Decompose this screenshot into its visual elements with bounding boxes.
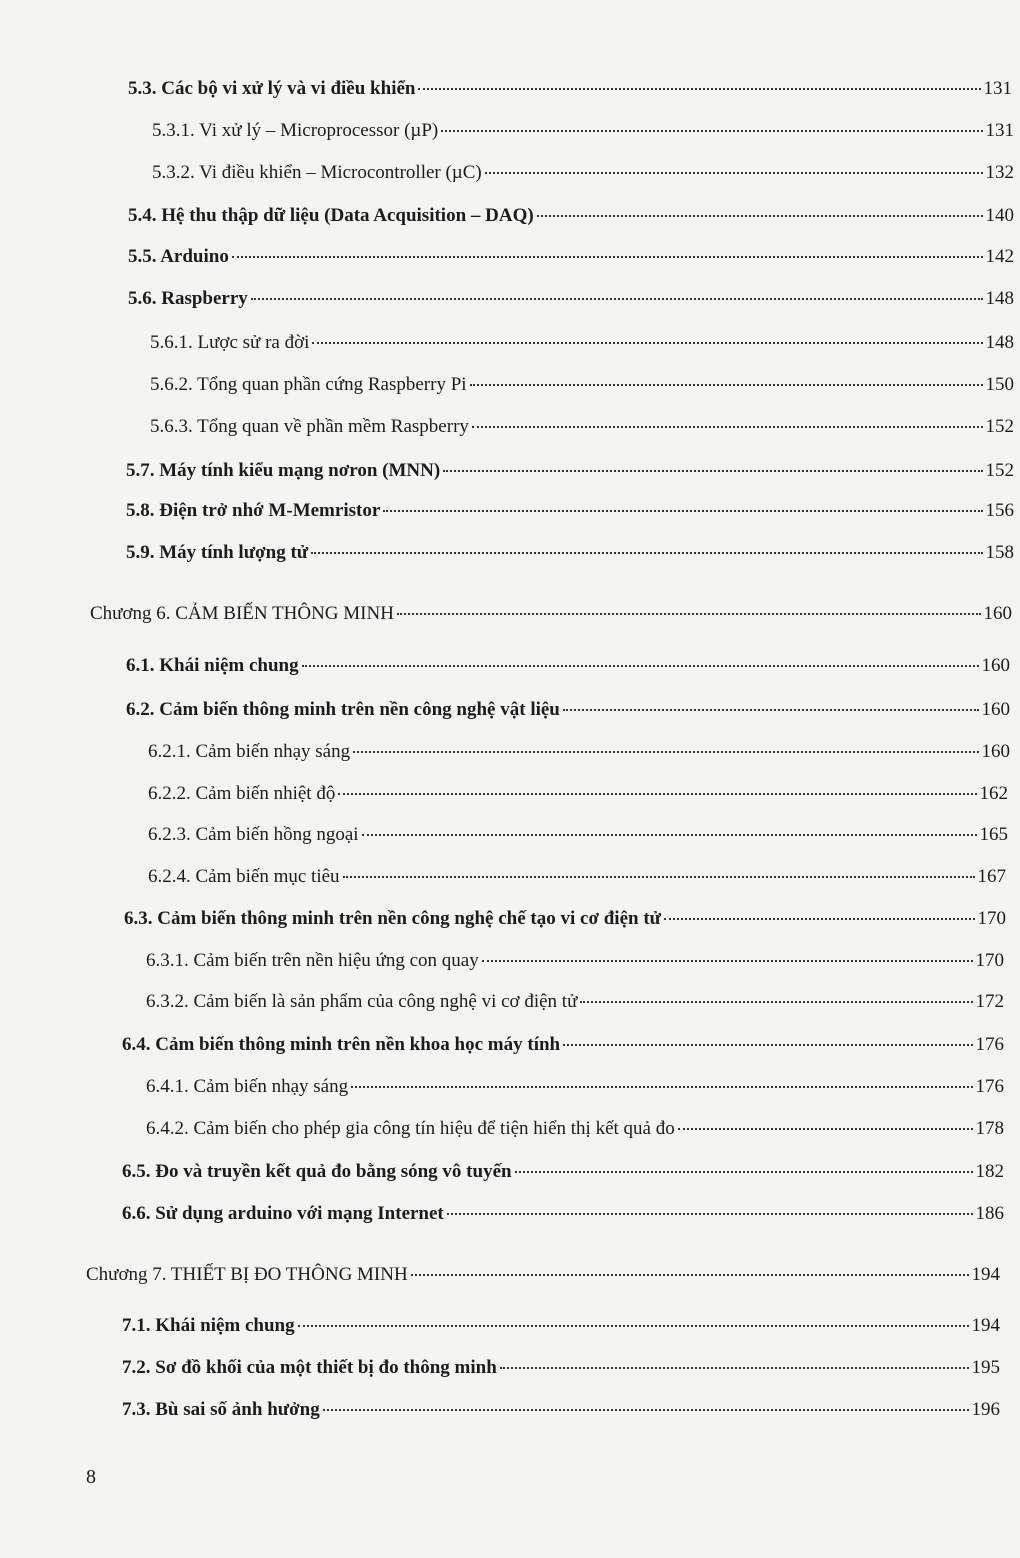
toc-entry-page: 160	[981, 699, 1010, 720]
toc-entry	[148, 741, 1010, 763]
dot-leader	[418, 88, 980, 90]
toc-entry-page: 160	[981, 741, 1010, 762]
toc-entry	[126, 655, 1010, 677]
toc-entry-title: 5.6.1. Lược sử ra đời	[150, 332, 310, 353]
toc-entry	[86, 1264, 1000, 1286]
dot-leader	[470, 384, 983, 386]
dot-leader	[447, 1213, 973, 1215]
toc-entry-page: 160	[983, 603, 1012, 624]
dot-leader	[500, 1367, 969, 1369]
dot-leader	[343, 876, 975, 878]
toc-entry-page: 194	[971, 1315, 1000, 1336]
toc-entry-title: Chương 7. THIẾT BỊ ĐO THÔNG MINH	[86, 1264, 408, 1285]
toc-entry	[126, 542, 1014, 564]
toc-entry	[146, 1076, 1004, 1098]
toc-entry-page: 160	[981, 655, 1010, 676]
toc-entry-title: 5.3.2. Vi điều khiển – Microcontroller (µC)	[152, 162, 482, 183]
toc-entry	[146, 1118, 1004, 1140]
toc-entry-title: 5.8. Điện trở nhớ M-Memristor	[126, 500, 381, 521]
toc-entry	[128, 205, 1014, 227]
dot-leader	[312, 342, 982, 344]
toc-entry-page: 142	[985, 246, 1014, 267]
toc-entry	[122, 1161, 1004, 1183]
toc-entry	[146, 950, 1004, 972]
toc-entry	[150, 374, 1014, 396]
toc-entry	[146, 991, 1004, 1013]
toc-entry-title: 6.3.2. Cảm biến là sản phẩm của công nghệ vi cơ điện tử	[146, 991, 578, 1012]
toc-entry	[152, 162, 1014, 184]
toc-entry-title: 6.5. Đo và truyền kết quả đo bằng sóng vô tuyến	[122, 1161, 512, 1182]
toc-entry-page: 196	[971, 1399, 1000, 1420]
toc-entry-page: 186	[975, 1203, 1004, 1224]
toc-entry-page: 131	[985, 120, 1014, 141]
toc-entry	[122, 1203, 1004, 1225]
toc-entry	[126, 699, 1010, 721]
toc-entry-title: 6.1. Khái niệm chung	[126, 655, 299, 676]
toc-entry-page: 152	[985, 460, 1014, 481]
toc-entry-page: 152	[985, 416, 1014, 437]
dot-leader	[563, 1044, 972, 1046]
dot-leader	[537, 215, 983, 217]
toc-entry-title: 7.2. Sơ đồ khối của một thiết bị đo thông minh	[122, 1357, 497, 1378]
toc-entry-page: 170	[977, 908, 1006, 929]
toc-entry	[90, 603, 1012, 625]
toc-entry	[150, 332, 1014, 354]
dot-leader	[485, 172, 983, 174]
dot-leader	[472, 426, 983, 428]
toc-entry	[152, 120, 1014, 142]
toc-entry-page: 194	[971, 1264, 1000, 1285]
dot-leader	[443, 470, 982, 472]
toc-entry	[122, 1399, 1000, 1421]
dot-leader	[580, 1001, 972, 1003]
toc-entry-page: 176	[975, 1034, 1004, 1055]
toc-entry-page: 156	[985, 500, 1014, 521]
toc-entry-title: 6.6. Sử dụng arduino với mạng Internet	[122, 1203, 444, 1224]
toc-entry-page: 158	[985, 542, 1014, 563]
toc-entry-title: 5.6. Raspberry	[128, 288, 248, 309]
toc-entry-page: 148	[985, 332, 1014, 353]
dot-leader	[232, 256, 983, 258]
toc-entry-title: 6.4.1. Cảm biến nhạy sáng	[146, 1076, 349, 1097]
toc-entry-title: 5.3.1. Vi xử lý – Microprocessor (µP)	[152, 120, 439, 141]
dot-leader	[664, 918, 974, 920]
toc-entry-page: 176	[975, 1076, 1004, 1097]
toc-entry-page: 148	[985, 288, 1014, 309]
toc-entry-page: 178	[975, 1118, 1004, 1139]
toc-entry-title: 5.6.2. Tổng quan phần cứng Raspberry Pi	[150, 374, 467, 395]
toc-entry	[128, 288, 1014, 310]
dot-leader	[411, 1274, 969, 1276]
toc-entry	[148, 824, 1008, 846]
dot-leader	[351, 1086, 972, 1088]
toc-entry-page: 131	[983, 78, 1012, 99]
toc-entry	[122, 1034, 1004, 1056]
dot-leader	[482, 960, 973, 962]
toc-entry-page: 172	[975, 991, 1004, 1012]
dot-leader	[362, 834, 977, 836]
toc-entry-page: 195	[971, 1357, 1000, 1378]
dot-leader	[563, 709, 979, 711]
toc-entry-title: 7.3. Bù sai số ảnh hưởng	[122, 1399, 320, 1420]
toc-entry-title: 6.3. Cảm biến thông minh trên nền công nghệ chế tạo vi cơ điện tử	[124, 908, 662, 929]
toc-entry	[148, 783, 1008, 805]
toc-entry-title: 5.4. Hệ thu thập dữ liệu (Data Acquisition – DAQ)	[128, 205, 534, 226]
toc-entry-page: 167	[977, 866, 1006, 887]
toc-entry-title: 6.4.2. Cảm biến cho phép gia công tín hiệu để tiện hiển thị kết quả đo	[146, 1118, 675, 1139]
dot-leader	[353, 751, 978, 753]
toc-entry	[128, 78, 1012, 100]
toc-entry-title: 6.2.4. Cảm biến mục tiêu	[148, 866, 340, 887]
toc-entry	[148, 866, 1006, 888]
dot-leader	[338, 793, 976, 795]
toc-entry-page: 165	[979, 824, 1008, 845]
toc-entry-title: 6.2.1. Cảm biến nhạy sáng	[148, 741, 351, 762]
dot-leader	[678, 1128, 973, 1130]
toc-entry-title: 5.9. Máy tính lượng tử	[126, 542, 309, 563]
dot-leader	[311, 552, 982, 554]
dot-leader	[515, 1171, 973, 1173]
toc-entry-page: 170	[975, 950, 1004, 971]
toc-entry-title: 6.2.2. Cảm biến nhiệt độ	[148, 783, 336, 804]
toc-entry	[124, 908, 1006, 930]
dot-leader	[383, 510, 982, 512]
toc-entry-page: 182	[975, 1161, 1004, 1182]
toc-entry-title: 5.6.3. Tổng quan về phần mềm Raspberry	[150, 416, 469, 437]
toc-entry-title: 5.3. Các bộ vi xử lý và vi điều khiển	[128, 78, 416, 99]
toc-entry-title: 6.4. Cảm biến thông minh trên nền khoa học máy tính	[122, 1034, 561, 1055]
dot-leader	[397, 613, 981, 615]
dot-leader	[323, 1409, 969, 1411]
toc-entry-page: 162	[979, 783, 1008, 804]
toc-entry-page: 132	[985, 162, 1014, 183]
toc-entry-title: 6.2. Cảm biến thông minh trên nền công nghệ vật liệu	[126, 699, 560, 720]
toc-entry	[126, 500, 1014, 522]
toc-entry	[122, 1315, 1000, 1337]
toc-entry	[122, 1357, 1000, 1379]
toc-entry-page: 140	[985, 205, 1014, 226]
dot-leader	[298, 1325, 969, 1327]
toc-entry-title: Chương 6. CẢM BIẾN THÔNG MINH	[90, 603, 394, 624]
dot-leader	[441, 130, 982, 132]
toc-entry-title: 5.5. Arduino	[128, 246, 229, 267]
toc-entry	[126, 460, 1014, 482]
dot-leader	[302, 665, 979, 667]
dot-leader	[251, 298, 983, 300]
toc-entry-title: 6.3.1. Cảm biến trên nền hiệu ứng con quay	[146, 950, 479, 971]
toc-entry	[150, 416, 1014, 438]
toc-entry-title: 5.7. Máy tính kiểu mạng nơron (MNN)	[126, 460, 441, 481]
toc-entry-page: 150	[985, 374, 1014, 395]
toc-entry-title: 6.2.3. Cảm biến hồng ngoại	[148, 824, 359, 845]
toc-entry	[128, 246, 1014, 268]
page-number: 8	[86, 1466, 96, 1488]
toc-entry-title: 7.1. Khái niệm chung	[122, 1315, 295, 1336]
